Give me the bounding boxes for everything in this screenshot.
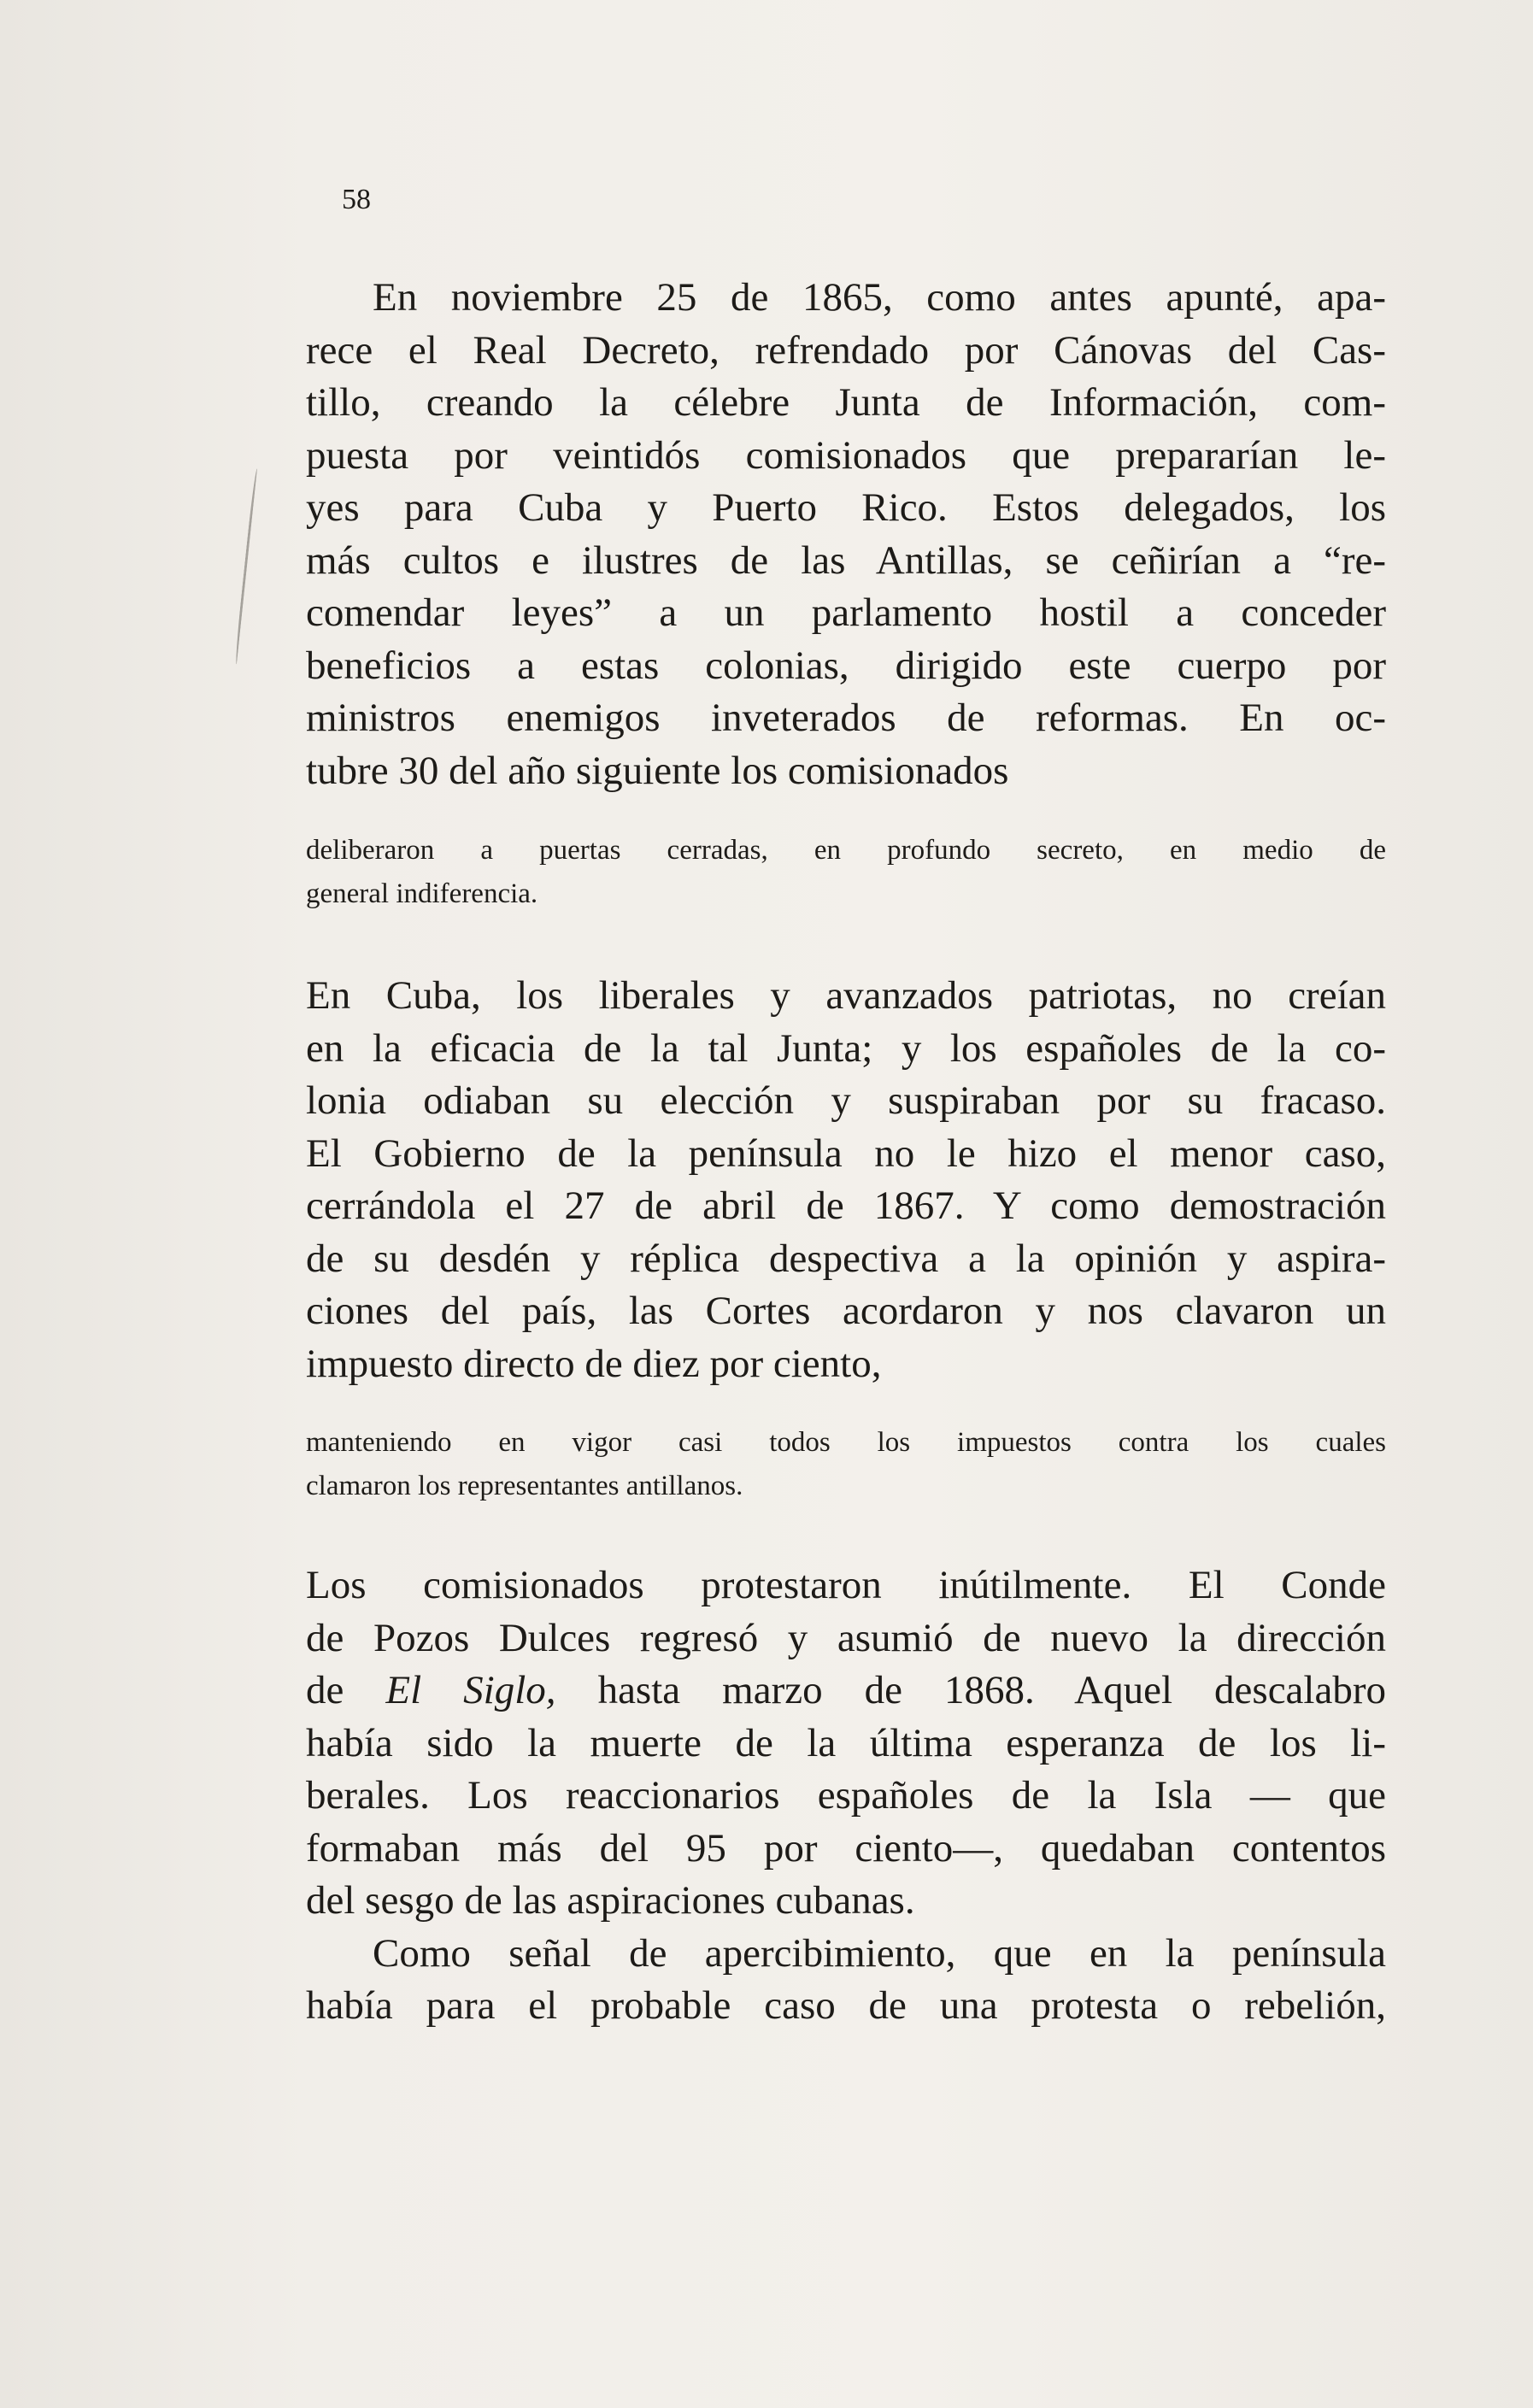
inserted-note-1 bbox=[306, 829, 1386, 916]
text-line: lonia odiaban su elección y suspiraban por su fracaso. bbox=[306, 1078, 1386, 1123]
text-line: rece el Real Decreto, refrendado por Cánovas del Cas- bbox=[306, 327, 1386, 373]
text-line: puesta por veintidós comisionados que prepararían le- bbox=[306, 432, 1386, 478]
text-line: ministros enemigos inveterados de reformas. En oc- bbox=[306, 696, 1386, 740]
text-line: formaban más del 95 por ciento—, quedaban contentos bbox=[306, 1825, 1386, 1871]
text-line: tillo, creando la célebre Junta de Información, com- bbox=[306, 380, 1386, 425]
periodical-title: El Siglo, bbox=[385, 1668, 556, 1712]
text-line: del sesgo de las aspiraciones cubanas. bbox=[306, 1878, 915, 1923]
text-line: de su desdén y réplica despectiva a la opinión y aspira- bbox=[306, 1236, 1386, 1281]
text-line: más cultos e ilustres de las Antillas, se ceñirían a “re- bbox=[306, 537, 1386, 583]
text-line: cerrándola el 27 de abril de 1867. Y como demostración bbox=[306, 1183, 1386, 1228]
text-line: Los comisionados protestaron inútilmente. El Conde bbox=[306, 1563, 1386, 1607]
note-line: manteniendo en vigor casi todos los impuestos contra los cuales bbox=[306, 1427, 1386, 1458]
note-line: general indiferencia. bbox=[306, 878, 538, 909]
text-line: En noviembre 25 de 1865, como antes apunté, apa- bbox=[373, 275, 1386, 320]
text-segment: de bbox=[306, 1668, 386, 1712]
text-line: comendar leyes” a un parlamento hostil a conceder bbox=[306, 590, 1386, 635]
paragraph-3 bbox=[306, 1559, 1386, 2033]
text-line: Como señal de apercibimiento, que en la península bbox=[373, 1930, 1386, 1976]
text-line: ciones del país, las Cortes acordaron y nos clavaron un bbox=[306, 1289, 1386, 1333]
paragraph-2 bbox=[306, 970, 1386, 1390]
text-line: había para el probable caso de una protesta o rebelión, bbox=[306, 1983, 1386, 2028]
text-line: impuesto directo de diez por ciento, bbox=[306, 1341, 882, 1386]
paragraph-1 bbox=[306, 272, 1386, 797]
note-line: clamaron los representantes antillanos. bbox=[306, 1471, 743, 1501]
text-line: berales. Los reaccionarios españoles de la Isla — que bbox=[306, 1773, 1386, 1818]
inserted-note-2 bbox=[306, 1421, 1386, 1508]
page-number: 58 bbox=[342, 184, 371, 215]
text-line: en la eficacia de la tal Junta; y los españoles de la co- bbox=[306, 1025, 1386, 1071]
text-line: En Cuba, los liberales y avanzados patriotas, no creían bbox=[306, 973, 1386, 1018]
text-line: de Pozos Dulces regresó y asumió de nuevo la dirección bbox=[306, 1615, 1386, 1660]
note-line: deliberaron a puertas cerradas, en profundo secreto, en medio de bbox=[306, 835, 1386, 866]
text-line: yes para Cuba y Puerto Rico. Estos delegados, los bbox=[306, 485, 1386, 530]
text-segment: hasta marzo de 1868. Aquel descalabro bbox=[555, 1668, 1386, 1712]
text-line: había sido la muerte de la última esperanza de los li- bbox=[306, 1720, 1386, 1765]
text-line: El Gobierno de la península no le hizo el menor caso, bbox=[306, 1131, 1386, 1176]
text-line: beneficios a estas colonias, dirigido este cuerpo por bbox=[306, 643, 1386, 688]
margin-pencil-mark bbox=[234, 468, 261, 664]
text-line bbox=[306, 1665, 1386, 1718]
text-line: tubre 30 del año siguiente los comisionados bbox=[306, 748, 1009, 793]
